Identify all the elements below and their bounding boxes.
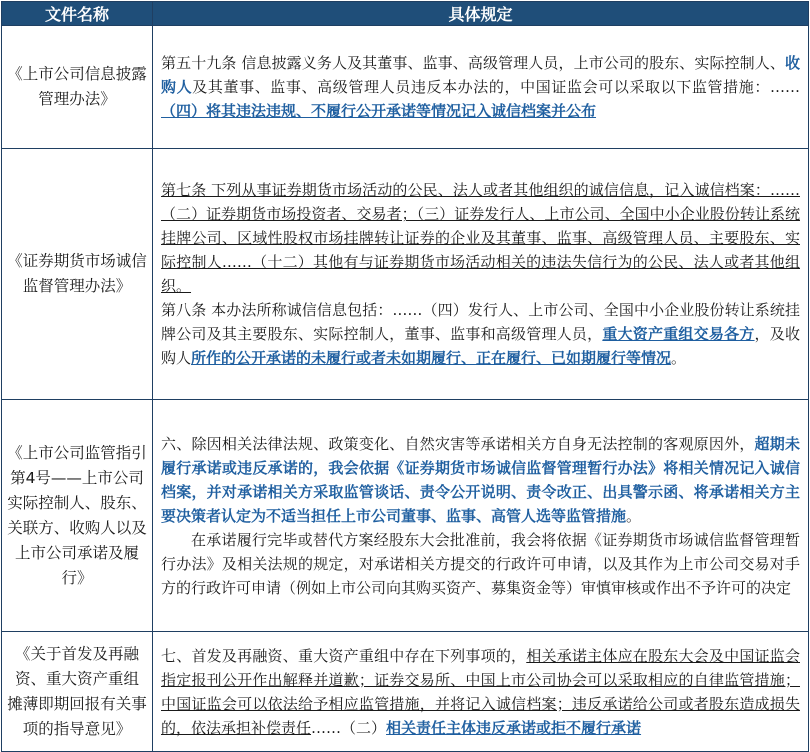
rule-text: 七、首发及再融资、重大资产重组中存在下列事项的， [161,646,527,665]
rule-text: 六、除因相关法律法规、政策变化、自然灾害等承诺相关方自身无法控制的客观原因外， [161,434,755,453]
rule-text: 。 [671,349,687,367]
highlighted-text: 所作的公开承诺的未履行或者未如期履行、正在履行、已如期履行等情况 [191,349,672,367]
rule-paragraph [161,432,800,528]
table-row [2,400,809,632]
header-file-name: 文件名称 [2,2,153,26]
rule-text: ……（二） [311,718,387,737]
rule-text: 。 [626,506,642,525]
rule-text: 在承诺履行完毕或替代方案经股东大会批准前，我会将依据《证券期货市场诚信监督管理暂行办法》及相关法规的规定，对承诺相关方提交的行政许可申请，以及其作为上市公司交易对手方的行政许可申请（例如上市公司向其购买资产、募集资金等）审慎审核或作出不予许可的决定 [161,530,800,597]
rule-paragraph [161,298,800,370]
header-specific-rules: 具体规定 [153,2,809,26]
rule-paragraph [161,644,800,740]
rule-text: 第五十九条 信息披露义务人及其董事、监事、高级管理人员，上市公司的股东、实际控制人、 [161,54,785,72]
highlighted-text: 相关责任主体违反承诺或拒不履行承诺 [386,718,642,737]
highlighted-text: 收购人 [161,54,800,96]
rule-text: 第七条 下列从事证券期货市场活动的公民、法人或者其他组织的诚信信息，记入诚信档案：……（二）证券期货市场投资者、交易者；（三）证券发行人、上市公司、全国中小企业股份转让系统挂牌公司、区域性股权市场挂牌转让证券的企业及其董事、监事、高级管理人员、主要股东、实际控制人……（十二）其他有与证券期货市场活动相关的违法失信行为的公民、法人或者其他组织。 [161,181,800,295]
rule-cell [153,632,809,752]
table-row [2,149,809,400]
regulation-table [1,1,809,752]
rule-text: 相关承诺主体应在股东大会及中国证监会指定报刊公开作出解释并道歉；证券交易所、中国上市公司协会可以采取相应的自律监管措施；中国证监会可以依法给予相应监管措施，并将记入诚信档案；违反承诺给公司或者股东造成损失的，依法承担补偿责任 [161,646,800,737]
rule-cell [153,26,809,149]
table-header-row [2,2,809,26]
file-name-cell: 《证券期货市场诚信监督管理办法》 [2,149,153,400]
rule-paragraph [161,51,800,123]
file-name-cell: 《上市公司信息披露管理办法》 [2,26,153,149]
rule-paragraph [161,528,800,600]
rule-text: ，及收购人 [161,325,800,367]
rule-cell [153,400,809,632]
highlighted-text: 超期未履行承诺或违反承诺的，我会依据《证券期货市场诚信监督管理暂行办法》将相关情况记入诚信档案，并对承诺相关方采取监管谈话、责令公开说明、责令改正、出具警示函、将承诺相关方主要决策者认定为不适当担任上市公司董事、监事、高管人选等监管措施 [161,434,800,525]
rule-cell [153,149,809,400]
rule-text: 第八条 本办法所称诚信信息包括：……（四）发行人、上市公司、全国中小企业股份转让系统挂牌公司及其主要股东、实际控制人，董事、监事和高级管理人员， [161,301,800,343]
file-name-cell: 《关于首发及再融资、重大资产重组 摊薄即期回报有关事项的指导意见》 [2,632,153,752]
highlighted-text: 重大资产重组交易各方 [602,325,755,343]
table-row [2,26,809,149]
highlighted-text: （四）将其违法违规、不履行公开承诺等情况记入诚信档案并公布 [161,102,597,120]
rule-paragraph [161,178,800,298]
file-name-cell: 《上市公司监管指引第4号——上市公司实际控制人、股东、关联方、收购人以及上市公司承诺及履行》 [2,400,153,632]
table-row [2,632,809,752]
rule-text: 及其董事、监事、高级管理人员违反本办法的，中国证监会可以采取以下监管措施：…… [192,78,800,96]
